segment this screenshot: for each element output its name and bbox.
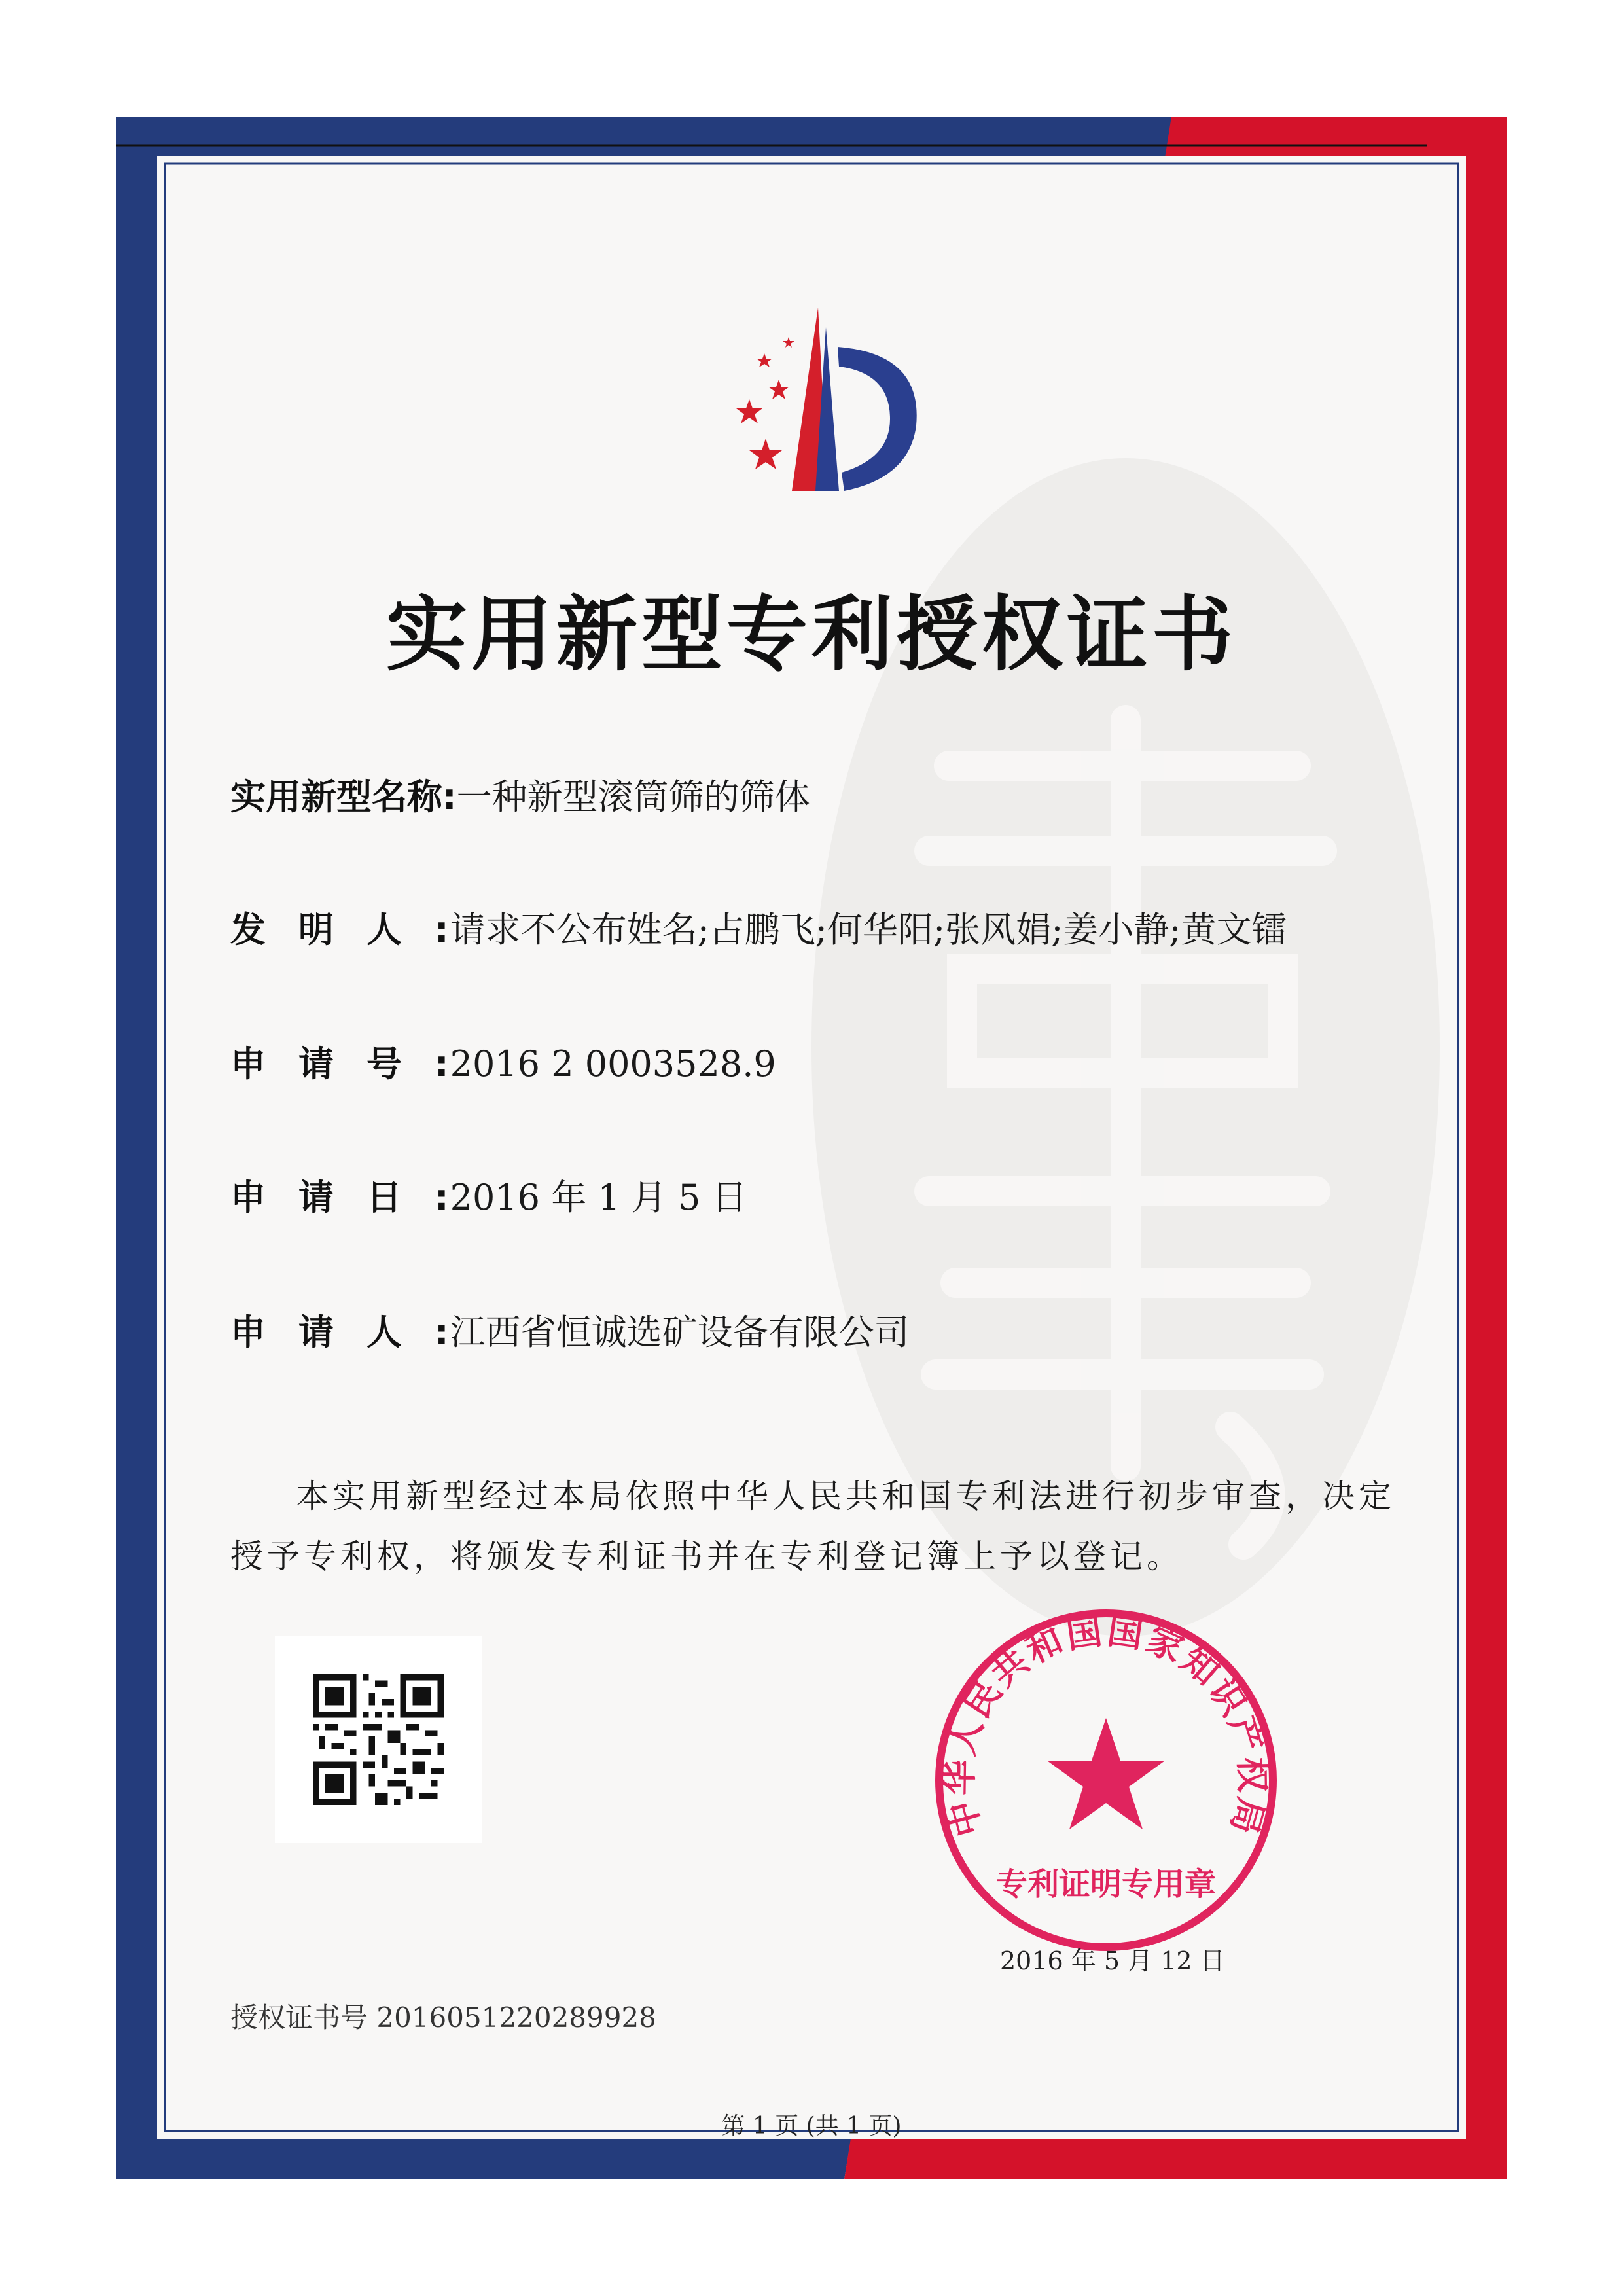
certificate-number: 授权证书号 2016051220289928 [230,2001,656,2034]
field-value: 请求不公布姓名;占鹏飞;何华阳;张风娟;姜小静;黄文镭 [450,909,1287,950]
field-label: 申请号: [230,1043,482,1085]
certificate-title: 实用新型专利授权证书 [385,588,1237,682]
issue-date: 2016 年 5 月 12 日 [1000,1946,1225,1975]
field-label: 发明人: [230,909,482,950]
field-value: 2016 年 1 月 5 日 [450,1177,747,1218]
official-seal [929,1604,1283,1957]
grant-statement: 本实用新型经过本局依照中华人民共和国专利法进行初步审查，决定授予专利权，将颁发专利证书并在专利登记簿上予以登记。 [230,1477,1395,1575]
field-application-number [230,1036,776,1088]
page-number: 第 1 页 (共 1 页) [721,2113,902,2140]
qr-code-icon [313,1674,444,1805]
seal-outer-text: 中华人民共和国国家知识产权局 [938,1610,1274,1841]
field-applicant [230,1304,910,1357]
field-inventor [230,902,1287,954]
field-value: 一种新型滚筒筛的筛体 [456,776,810,817]
field-application-date [230,1170,747,1222]
field-utility-model-name [230,769,810,821]
seal-star-icon [1047,1718,1165,1829]
field-label: 申请人: [230,1312,482,1353]
seal-inner-text: 专利证明专用章 [995,1866,1217,1903]
field-value: 江西省恒诚选矿设备有限公司 [450,1312,910,1353]
field-label: 申请日: [230,1177,482,1218]
field-value: 2016 2 0003528.9 [450,1043,776,1085]
field-label: 实用新型名称: [230,776,457,817]
patent-office-emblem-icon [687,301,949,504]
